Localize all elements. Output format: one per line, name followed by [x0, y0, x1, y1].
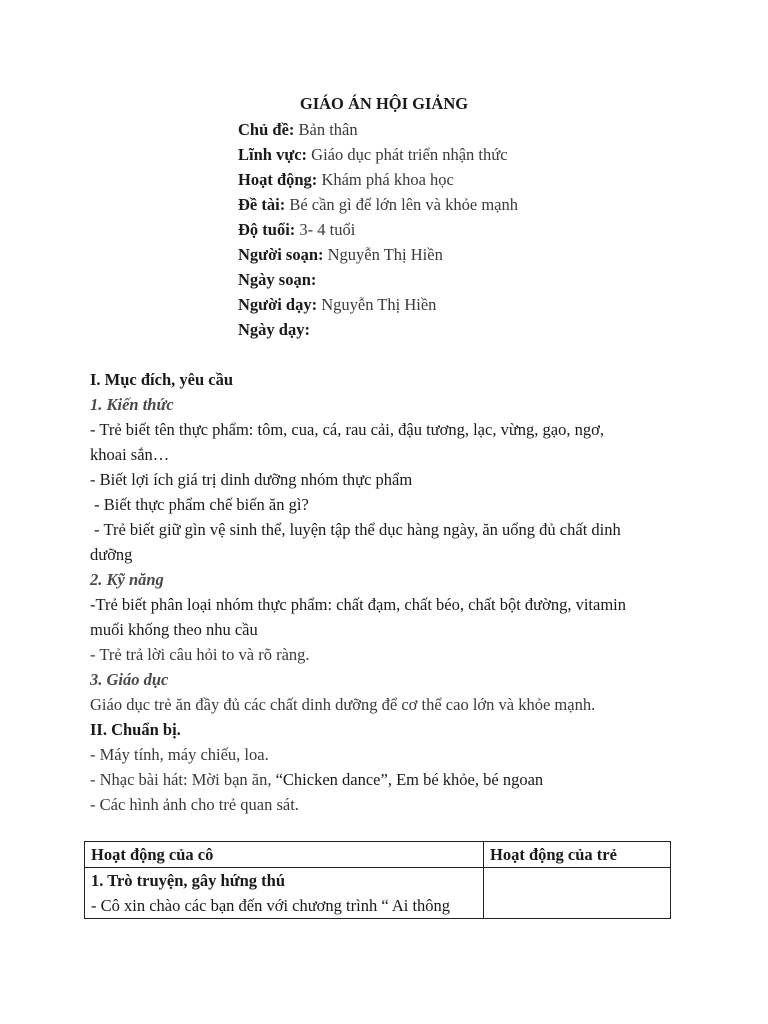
skills-line: muối khống theo nhu cầu — [90, 620, 258, 639]
preparation-line: - Nhạc bài hát: Mời bạn ăn, “Chicken dance”, Em bé khỏe, bé ngoan — [90, 770, 544, 789]
education-line: Giáo dục trẻ ăn đầy đủ các chất dinh dưỡng để cơ thể cao lớn và khỏe mạnh. — [90, 695, 596, 714]
meta-age: Độ tuổi: 3- 4 tuổi — [238, 220, 356, 239]
lesson-body — [90, 367, 680, 817]
meta-author: Người soạn: Nguyễn Thị Hiền — [238, 245, 443, 264]
knowledge-line: - Biết thực phẩm chế biến ăn gì? — [90, 495, 309, 514]
child-activity-header: Hoạt động của trẻ — [484, 842, 671, 868]
preparation-line: - Máy tính, máy chiếu, loa. — [90, 745, 269, 764]
meta-prepared-date: Ngày soạn: — [238, 270, 317, 289]
knowledge-line: khoai sắn… — [90, 445, 170, 464]
skills-line: -Trẻ biết phân loại nhóm thực phẩm: chất đạm, chất béo, chất bột đường, vitamin — [90, 595, 627, 614]
meta-teaching-date: Ngày dạy: — [238, 320, 310, 339]
table-header-row — [85, 842, 671, 868]
song-list: “Chicken dance”, Em bé khỏe, bé ngoan — [275, 770, 544, 789]
knowledge-line: dưỡng — [90, 545, 133, 564]
meta-subject: Đề tài: Bé cần gì để lớn lên và khỏe mạnh — [238, 195, 518, 214]
skills-line: - Trẻ trả lời câu hỏi to và rõ ràng. — [90, 645, 310, 664]
meta-teacher: Người dạy: Nguyễn Thị Hiền — [238, 295, 437, 314]
activity-step-text: - Cô xin chào các bạn đến với chương trình “ Ai thông — [91, 896, 451, 915]
child-activity-cell — [484, 868, 671, 919]
knowledge-line: - Trẻ biết giữ gìn vệ sinh thể, luyện tập thể dục hàng ngày, ăn uống đủ chất dinh — [90, 520, 621, 539]
lesson-meta — [238, 117, 518, 342]
knowledge-line: - Trẻ biết tên thực phẩm: tôm, cua, cá, rau cải, đậu tương, lạc, vừng, gạo, ngơ, — [90, 420, 604, 439]
education-heading: 3. Giáo dục — [90, 670, 169, 689]
teacher-activity-header: Hoạt động của cô — [85, 842, 484, 868]
activity-step-heading: 1. Trò truyện, gây hứng thú — [91, 871, 286, 890]
meta-activity: Hoạt động: Khám phá khoa học — [238, 170, 454, 189]
document-title: GIÁO ÁN HỘI GIẢNG — [299, 94, 469, 113]
skills-heading: 2. Kỹ năng — [90, 570, 164, 589]
section-preparation-heading: II. Chuẩn bị. — [90, 720, 181, 739]
activity-table — [84, 841, 671, 919]
table-row — [85, 868, 671, 919]
preparation-line: - Các hình ảnh cho trẻ quan sát. — [90, 795, 299, 814]
teacher-activity-cell — [85, 868, 484, 919]
meta-field: Lĩnh vực: Giáo dục phát triển nhận thức — [238, 145, 508, 164]
meta-topic: Chủ đề: Bản thân — [238, 120, 358, 139]
knowledge-heading: 1. Kiến thức — [90, 395, 174, 414]
knowledge-line: - Biết lợi ích giá trị dinh dưỡng nhóm thực phẩm — [90, 470, 413, 489]
section-objectives-heading: I. Mục đích, yêu cầu — [90, 370, 234, 389]
